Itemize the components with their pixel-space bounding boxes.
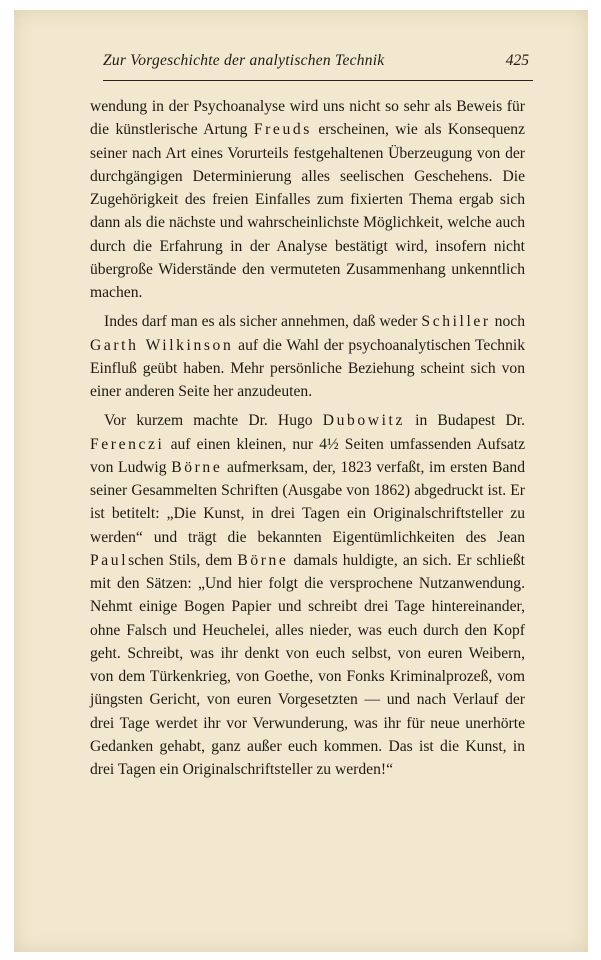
spaced-name-boerne-2: Börne — [237, 551, 289, 569]
paragraph-3-text-e: schen Stils, dem — [128, 551, 238, 569]
paragraph-3-text-c: auf einen kleinen, nur 4½ Seiten umfassenden Aufsatz von Ludwig — [90, 435, 525, 476]
spaced-name-boerne: Börne — [171, 458, 223, 476]
paragraph-3-text-a: Vor kurzem machte Dr. Hugo — [104, 412, 323, 430]
paragraph-2-text-a: Indes darf man es als sicher annehmen, daß weder — [104, 313, 422, 331]
spaced-name-freud: Freuds — [253, 121, 312, 139]
spaced-name-ferenczi: Ferenczi — [90, 435, 165, 453]
spaced-name-dubowitz: Dubowitz — [322, 412, 406, 430]
paragraph-2-text-b: noch — [490, 313, 525, 331]
spaced-name-paul: Paul — [90, 551, 129, 569]
running-title: Zur Vorgeschichte der analytischen Technik — [103, 52, 385, 69]
paragraph-2 — [90, 310, 525, 403]
page-number: 425 — [505, 52, 529, 69]
running-header — [103, 52, 529, 70]
spaced-name-schiller: Schiller — [421, 313, 491, 331]
paragraph-1-text-a: wendung in der Psychoanalyse wird uns nicht so sehr als Beweis für die künstlerische Artung — [90, 98, 525, 139]
paragraph-3-text-f: damals huldigte, an sich. Er schließt mit den Sätzen: „Und hier folgt die versprochene Nutzanwendung. Nehmt einige Bogen Papier und schreibt drei Tage hintereinander, ohne Falsch und Heuchelei, alles nieder, was euch durch den Kopf geht. Schreibt, was ihr denkt von euch selbst, von euren Weibern, von dem Türkenkrieg, von Goethe, von Fonks Kriminalprozeß, vom jüngsten Gericht, von euren Vorgesetzten — und nach Verlauf der drei Tage werdet ihr vor Verwunderung, was ihr für neue unerhörte Gedanken gehabt, ganz außer euch kommen. Das ist die Kunst, in drei Tagen ein Originalschriftsteller zu werden!“ — [90, 551, 525, 778]
header-rule — [103, 80, 533, 81]
body-text — [90, 95, 525, 781]
paragraph-1 — [90, 95, 525, 304]
paragraph-3-text-b: in Budapest Dr. — [405, 412, 525, 430]
paragraph-3 — [90, 409, 525, 781]
paragraph-3-text-d: aufmerksam, der, 1823 verfaßt, im ersten Band seiner Gesammelten Schriften (Ausgabe von 1862) abgedruckt ist. Er ist betitelt: „Die Kunst, in drei Tagen ein Originalschriftsteller zu werden“ und trägt die bekannten Eigentümlichkeiten des Jean — [90, 458, 525, 546]
spaced-name-wilkinson: Garth Wilkinson — [90, 336, 234, 354]
paragraph-1-text-b: erscheinen, wie als Konsequenz seiner nach Art eines Vorurteils festgehaltenen Überzeugung von der durchgängigen Determinierung alles seelischen Geschehens. Die Zugehörigkeit des freien Einfalles zum fixierten Thema ergab sich dann als die nächste und wahrscheinlichste Möglichkeit, welche auch durch die Erfahrung in der Analyse bestätigt wird, insofern nicht übergroße Widerstände den vermuteten Zusammenhang unkenntlich machen. — [90, 121, 526, 301]
paragraph-2-text-c: auf die Wahl der psychoanalytischen Technik Einfluß geübt haben. Mehr persönliche Beziehung scheint sich von einer anderen Seite her anzudeuten. — [90, 336, 525, 400]
